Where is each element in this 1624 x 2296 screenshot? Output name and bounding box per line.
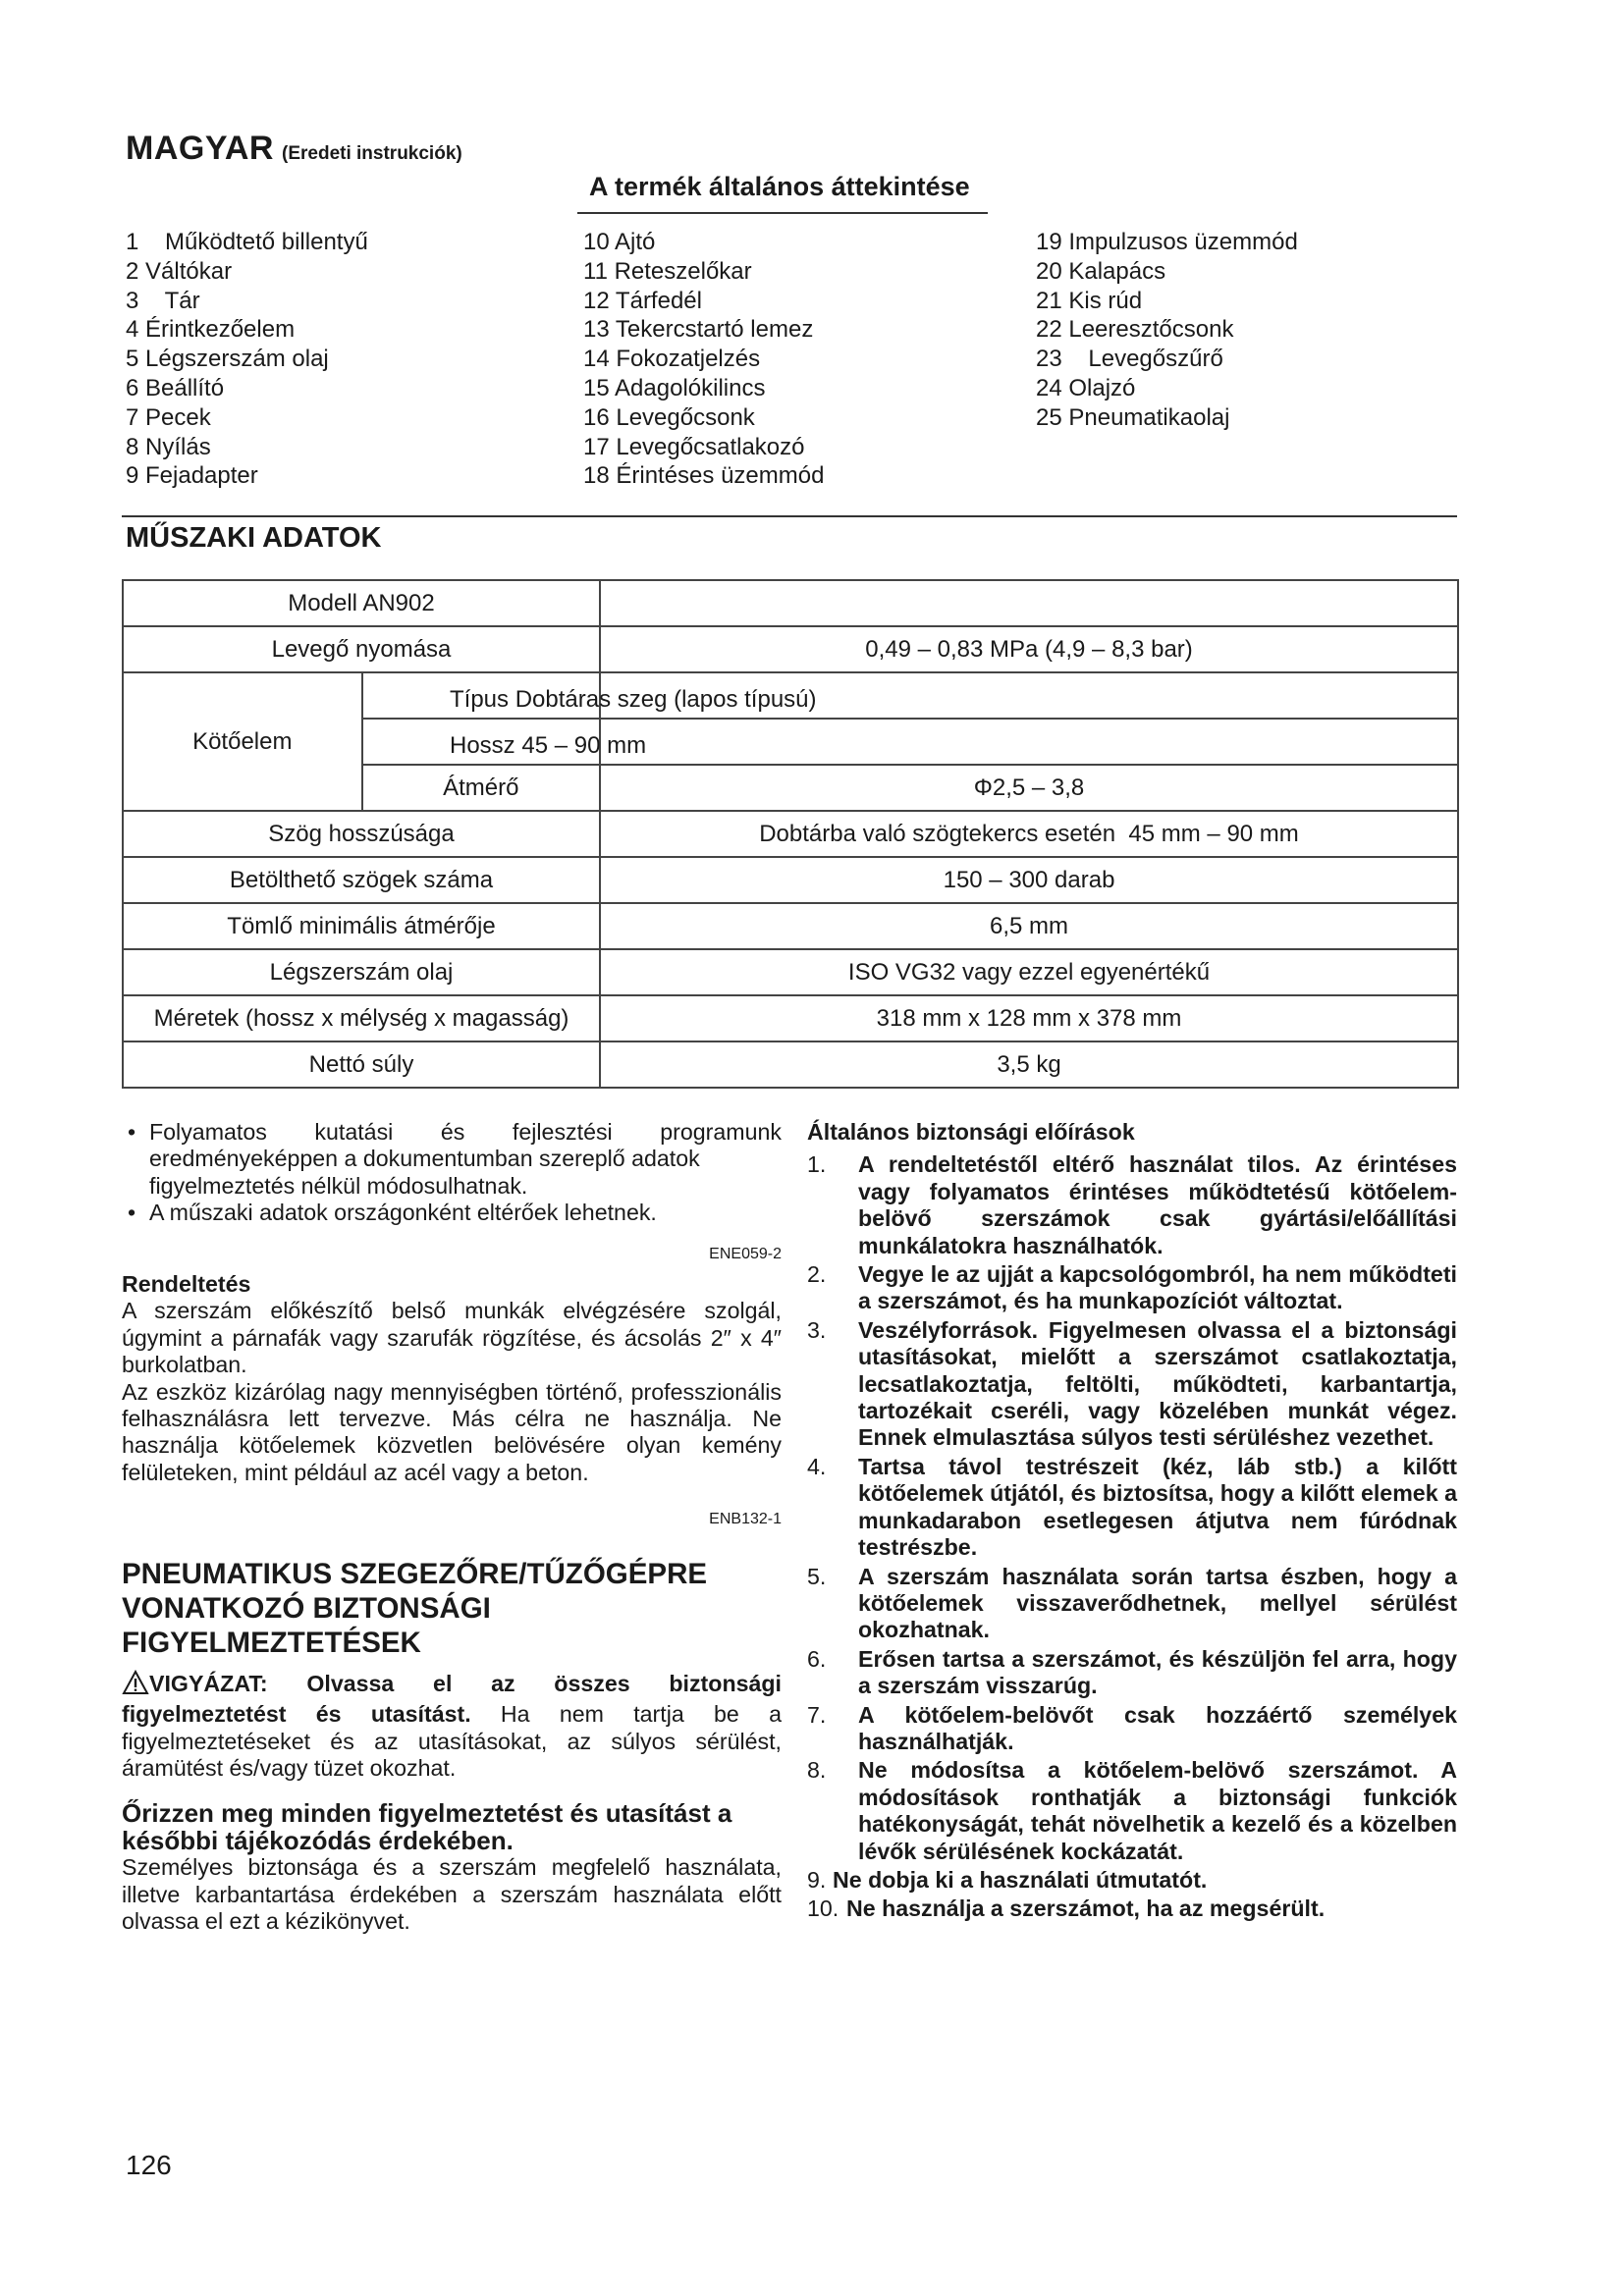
table-row bbox=[123, 995, 1458, 1041]
purpose-text: A szerszám előkészítő belső munkák elvégzésére szolgál, úgymint a párnafák vagy szarufák rögzítése, és ácsolás 2″ x 4″ burkolatban. bbox=[122, 1298, 782, 1378]
item-text: Erősen tartsa a szerszámot, és készüljön fel arra, hogy a szerszám visszarúg. bbox=[858, 1645, 1457, 1699]
item-number: 8. bbox=[807, 1757, 827, 1784]
part-item: 1 Működtető billentyű bbox=[126, 229, 368, 255]
parts-column-2 bbox=[583, 228, 824, 491]
part-item: 15 Adagolókilincs bbox=[583, 374, 766, 401]
keep-heading: Őrizzen meg minden figyelmeztetést és utasítást a későbbi tájékozódás érdekében. bbox=[122, 1798, 732, 1856]
safety-item bbox=[807, 1867, 1457, 1894]
part-item: 5 Légszerszám olaj bbox=[126, 346, 329, 373]
item-text: Tartsa távol testrészeit (kéz, láb stb.) a kilőtt kötőelemek útjától, és biztosítsa, hogy a kilőtt elemek a munkadarabon esetlegesen átjutva nem fúródnak testrészbe. bbox=[858, 1453, 1457, 1561]
table-cell-label: Szög hosszúsága bbox=[123, 811, 600, 857]
part-item: 13 Tekercstartó lemez bbox=[583, 316, 814, 344]
item-text: Ne módosítsa a kötőelem-belövő szerszámot. A módosítások ronthatják a biztonsági funkciók hatékonyságát, tehát növelhetik a kezelő és a közelben lévők sérülésének kockázatát. bbox=[858, 1757, 1457, 1864]
item-text: A szerszám használata során tartsa észben, hogy a kötőelemek visszaverődhetnek, mellyel sérülést okozhatnak. bbox=[858, 1563, 1457, 1643]
item-number: 10. bbox=[807, 1896, 839, 1922]
left-column bbox=[122, 1119, 782, 1936]
spec-note-2 bbox=[122, 1200, 782, 1226]
table-cell-model: Modell AN902 bbox=[123, 580, 600, 626]
bullet: • bbox=[128, 1119, 136, 1145]
item-number: 2. bbox=[807, 1261, 827, 1288]
safety-item bbox=[807, 1896, 1457, 1922]
table-cell-value: Φ2,5 – 3,8 bbox=[600, 765, 1458, 811]
item-text: Vegye le az ujját a kapcsológombról, ha nem működteti a szerszámot, és ha munkapozíciót változtat. bbox=[858, 1261, 1457, 1314]
table-row bbox=[123, 949, 1458, 995]
fastener-type-text: Típus Dobtáras szeg (lapos típusú) bbox=[450, 686, 817, 713]
part-item: 19 Impulzusos üzemmód bbox=[1036, 229, 1298, 255]
table-cell-label: Tömlő minimális átmérője bbox=[123, 903, 600, 949]
note-rest: eredményeképpen a dokumentumban szereplő adatok figyelmeztetés nélkül módosulhatnak. bbox=[149, 1146, 700, 1199]
part-item: 17 Levegőcsatlakozó bbox=[583, 433, 805, 460]
note-first-line: Folyamatos kutatási és fejlesztési programunk bbox=[149, 1119, 782, 1145]
general-safety-title: Általános biztonsági előírások bbox=[807, 1119, 1135, 1145]
table-cell-value: 318 mm x 128 mm x 378 mm bbox=[600, 995, 1458, 1041]
warning-triangle-icon bbox=[122, 1670, 149, 1701]
table-row bbox=[123, 1041, 1458, 1088]
caution-text: Ha nem tartja be a figyelmeztetéseket és az utasításokat, az súlyos sérülést, áramütést és/vagy tüzet okozhat. bbox=[122, 1701, 782, 1781]
safety-item bbox=[807, 1151, 1457, 1259]
part-item: 7 Pecek bbox=[126, 403, 211, 431]
part-item: 22 Leeresztőcsonk bbox=[1036, 316, 1234, 344]
part-item: 2 Váltókar bbox=[126, 257, 233, 285]
safety-item bbox=[807, 1564, 1457, 1644]
part-item: 8 Nyílás bbox=[126, 433, 211, 460]
item-number: 9. bbox=[807, 1866, 827, 1893]
purpose-title: Rendeltetés bbox=[122, 1271, 251, 1298]
item-number: 3. bbox=[807, 1316, 827, 1343]
table-cell-value: 6,5 mm bbox=[600, 903, 1458, 949]
page-header bbox=[126, 130, 462, 168]
part-item: 4 Érintkezőelem bbox=[126, 316, 296, 344]
safety-item bbox=[807, 1261, 1457, 1315]
table-cell-label: Átmérő bbox=[362, 765, 600, 811]
specs-table bbox=[122, 579, 1459, 1089]
table-cell-fastener: Kötőelem bbox=[123, 672, 362, 811]
table-cell-label: Nettó súly bbox=[123, 1041, 600, 1088]
overview-title: A termék általános áttekintése bbox=[589, 172, 970, 201]
safety-item bbox=[807, 1757, 1457, 1865]
part-item: 25 Pneumatikaolaj bbox=[1036, 403, 1230, 431]
item-text: Ne használja a szerszámot, ha az megsérült. bbox=[846, 1896, 1326, 1922]
part-item: 20 Kalapács bbox=[1036, 257, 1166, 285]
table-cell-value: ISO VG32 vagy ezzel egyenértékű bbox=[600, 949, 1458, 995]
part-item: 16 Levegőcsonk bbox=[583, 403, 755, 431]
table-cell-empty bbox=[600, 719, 1458, 765]
item-number: 1. bbox=[807, 1151, 827, 1178]
part-item: 21 Kis rúd bbox=[1036, 287, 1143, 314]
item-text: A kötőelem-belövőt csak hozzáértő személyek használhatják. bbox=[858, 1701, 1457, 1754]
part-item: 14 Fokozatjelzés bbox=[583, 346, 761, 373]
parts-column-1 bbox=[126, 228, 368, 491]
parts-column-3 bbox=[1036, 228, 1298, 433]
safety-item bbox=[807, 1702, 1457, 1756]
table-cell-label: Betölthető szögek száma bbox=[123, 857, 600, 903]
table-cell-label: Levegő nyomása bbox=[123, 626, 600, 672]
safety-item bbox=[807, 1454, 1457, 1562]
right-column bbox=[807, 1119, 1457, 1923]
doc-code: ENB132-1 bbox=[709, 1511, 782, 1528]
table-cell-value: Dobtárba való szögtekercs esetén 45 mm – 90 mm bbox=[600, 811, 1458, 857]
part-item: 23 Levegőszűrő bbox=[1036, 346, 1223, 373]
language-title: MAGYAR bbox=[126, 130, 274, 167]
item-number: 5. bbox=[807, 1563, 827, 1589]
bullet: • bbox=[128, 1200, 136, 1226]
item-text: Veszélyforrások. Figyelmesen olvassa el a biztonsági utasításokat, mielőtt a szerszámot csatlakoztatja, lecsatlakoztatja, feltölti, működteti, karbantartja, tartozékait cseréli, vagy közelében munkát végez. Ennek elmulasztása súlyos testi sérüléshez vezethet. bbox=[858, 1316, 1457, 1451]
purpose-text: Az eszköz kizárólag nagy mennyiségben történő, professzionális felhasználásra lett tervezve. Más célra ne használja. Ne használja kötőelemek közvetlen belövésére olyan kemény felületeken, mint például az acél vagy a beton. bbox=[122, 1378, 782, 1485]
page-number: 126 bbox=[126, 2150, 172, 2180]
part-item: 24 Olajzó bbox=[1036, 374, 1136, 401]
item-number: 4. bbox=[807, 1453, 827, 1479]
table-row bbox=[123, 811, 1458, 857]
keep-text: Személyes biztonsága és a szerszám megfelelő használata, illetve karbantartása érdekében a szerszám használata előtt olvassa el ezt a kézikönyvet. bbox=[122, 1854, 782, 1935]
part-item: 9 Fejadapter bbox=[126, 462, 258, 490]
table-row bbox=[123, 626, 1458, 672]
table-row bbox=[123, 903, 1458, 949]
part-item: 12 Tárfedél bbox=[583, 287, 702, 314]
overview-underline bbox=[577, 212, 988, 214]
specs-title: MŰSZAKI ADATOK bbox=[126, 522, 382, 554]
warnings-heading: PNEUMATIKUS SZEGEZŐRE/TŰZŐGÉPRE VONATKOZÓ BIZTONSÁGI FIGYELMEZTETÉSEK bbox=[122, 1557, 708, 1659]
table-cell-value: 150 – 300 darab bbox=[600, 857, 1458, 903]
spec-note-1 bbox=[122, 1119, 782, 1200]
table-cell-value: 3,5 kg bbox=[600, 1041, 1458, 1088]
caution-paragraph bbox=[122, 1670, 782, 1783]
doc-code: ENE059-2 bbox=[709, 1245, 782, 1262]
item-number: 7. bbox=[807, 1701, 827, 1728]
item-text: Ne dobja ki a használati útmutatót. bbox=[833, 1866, 1208, 1893]
table-row bbox=[123, 580, 1458, 626]
table-cell-value: 0,49 – 0,83 MPa (4,9 – 8,3 bar) bbox=[600, 626, 1458, 672]
item-text: A rendeltetéstől eltérő használat tilos. Az érintéses vagy folyamatos érintéses működtetésű kötőelem-belövő szerszámok csak gyártási/előállítási munkálatokra használhatók. bbox=[858, 1151, 1457, 1258]
part-item: 11 Reteszelőkar bbox=[583, 257, 752, 285]
part-item: 10 Ajtó bbox=[583, 229, 656, 255]
table-cell-label: Légszerszám olaj bbox=[123, 949, 600, 995]
part-item: 18 Érintéses üzemmód bbox=[583, 462, 825, 490]
safety-item bbox=[807, 1317, 1457, 1452]
table-row bbox=[123, 857, 1458, 903]
table-cell-label: Méretek (hossz x mélység x magasság) bbox=[123, 995, 600, 1041]
note-text: A műszaki adatok országonként eltérőek lehetnek. bbox=[149, 1200, 657, 1226]
part-item: 3 Tár bbox=[126, 287, 200, 314]
section-divider bbox=[122, 515, 1457, 517]
table-cell-model-value bbox=[600, 580, 1458, 626]
part-item: 6 Beállító bbox=[126, 374, 225, 401]
fastener-length-text: Hossz 45 – 90 mm bbox=[450, 732, 647, 759]
item-number: 6. bbox=[807, 1645, 827, 1672]
safety-item bbox=[807, 1646, 1457, 1700]
header-subtitle: (Eredeti instrukciók) bbox=[282, 143, 462, 164]
caution-bold: VIGYÁZAT: Olvassa el az összes biztonsági figyelmeztetést és utasítást. bbox=[122, 1670, 782, 1728]
